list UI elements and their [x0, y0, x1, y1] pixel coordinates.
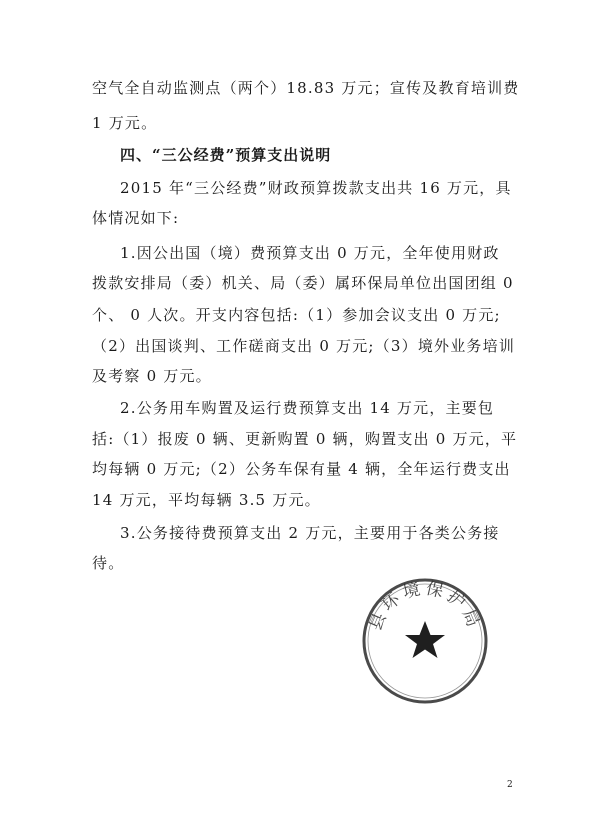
star-icon [405, 621, 445, 658]
paragraph-line: 均每辆 0 万元;（2）公务车保有量 4 辆，全年运行费支出 [92, 460, 511, 478]
paragraph-line: 待。 [92, 554, 125, 572]
paragraph-line: 2.公务用车购置及运行费预算支出 14 万元，主要包 [120, 399, 495, 417]
paragraph-line: 及考察 0 万元。 [92, 367, 212, 385]
page-number: 2 [507, 780, 513, 790]
seal-text: 县环境保护局 [365, 578, 485, 634]
paragraph-line: 2015 年“三公经费”财政预算拨款支出共 16 万元，具 [120, 179, 512, 197]
official-seal [360, 576, 490, 706]
paragraph-line: 个、 0 人次。开支内容包括:（1）参加会议支出 0 万元; [92, 306, 501, 324]
paragraph-line: 括:（1）报废 0 辆、更新购置 0 辆，购置支出 0 万元，平 [92, 430, 518, 448]
paragraph-line: 3.公务接待费预算支出 2 万元，主要用于各类公务接 [120, 524, 500, 542]
paragraph-line: 14 万元，平均每辆 3.5 万元。 [92, 491, 321, 509]
paragraph-line: 空气全自动监测点（两个）18.83 万元；宣传及教育培训费 [92, 79, 520, 97]
paragraph-line: 拨款安排局（委）机关、局（委）属环保局单位出国团组 0 [92, 274, 514, 292]
paragraph-line: （2）出国谈判、工作磋商支出 0 万元;（3）境外业务培训 [92, 337, 516, 355]
paragraph-line: 1 万元。 [92, 114, 158, 132]
paragraph-line: 体情况如下: [92, 209, 180, 227]
section-heading: 四、“三公经费”预算支出说明 [120, 146, 332, 164]
paragraph-line: 1.因公出国（境）费预算支出 0 万元，全年使用财政 [120, 244, 500, 262]
